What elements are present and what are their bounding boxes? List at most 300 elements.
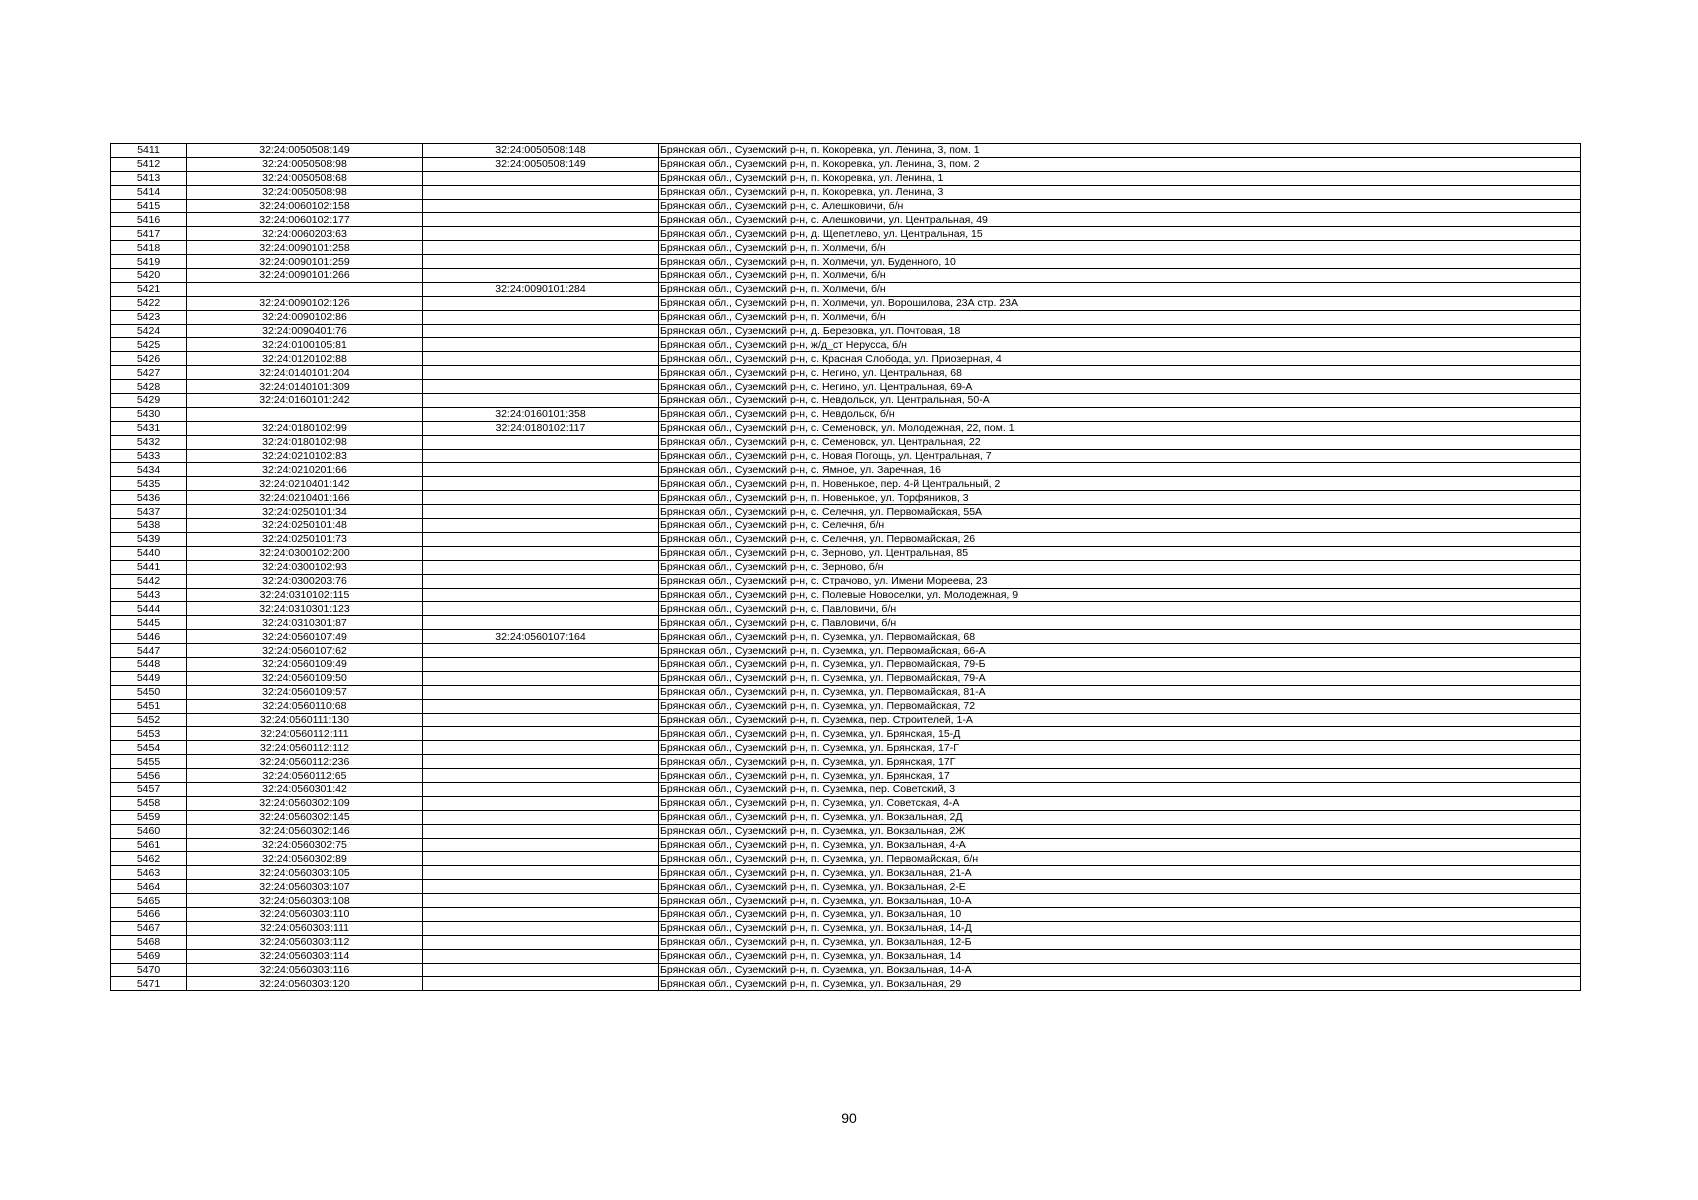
cadastral-number-cell: 32:24:0560112:236 <box>187 755 423 769</box>
parent-cadastral-cell <box>423 796 659 810</box>
address-cell: Брянская обл., Суземский р-н, п. Кокоревка, ул. Ленина, 3 <box>659 185 1581 199</box>
cadastral-number-cell: 32:24:0560302:145 <box>187 810 423 824</box>
address-cell: Брянская обл., Суземский р-н, п. Холмечи, ул. Ворошилова, 23А стр. 23А <box>659 296 1581 310</box>
cadastral-number-cell: 32:24:0560302:146 <box>187 824 423 838</box>
table-row <box>111 505 1581 519</box>
table-row <box>111 949 1581 963</box>
row-number-cell: 5453 <box>111 727 187 741</box>
table-row <box>111 574 1581 588</box>
cadastral-number-cell: 32:24:0560109:49 <box>187 657 423 671</box>
table-row <box>111 394 1581 408</box>
cadastral-number-cell: 32:24:0560302:75 <box>187 838 423 852</box>
parent-cadastral-cell <box>423 269 659 283</box>
table-row <box>111 296 1581 310</box>
cadastral-number-cell: 32:24:0060102:177 <box>187 213 423 227</box>
address-cell: Брянская обл., Суземский р-н, ж/д_ст Неруссa, б/н <box>659 338 1581 352</box>
table-row <box>111 741 1581 755</box>
table-row <box>111 491 1581 505</box>
table-row <box>111 171 1581 185</box>
address-cell: Брянская обл., Суземский р-н, с. Алешковичи, б/н <box>659 199 1581 213</box>
address-cell: Брянская обл., Суземский р-н, п. Суземка, ул. Вокзальная, 4-А <box>659 838 1581 852</box>
parent-cadastral-cell: 32:24:0560107:164 <box>423 630 659 644</box>
table-row <box>111 588 1581 602</box>
parent-cadastral-cell <box>423 713 659 727</box>
address-cell: Брянская обл., Суземский р-н, п. Суземка, ул. Вокзальная, 2-Е <box>659 880 1581 894</box>
address-cell: Брянская обл., Суземский р-н, с. Невдольск, б/н <box>659 407 1581 421</box>
cadastral-number-cell: 32:24:0250101:48 <box>187 519 423 533</box>
parent-cadastral-cell <box>423 769 659 783</box>
cadastral-number-cell: 32:24:0100105:81 <box>187 338 423 352</box>
parent-cadastral-cell <box>423 505 659 519</box>
row-number-cell: 5432 <box>111 435 187 449</box>
table-row <box>111 269 1581 283</box>
cadastral-number-cell: 32:24:0560303:114 <box>187 949 423 963</box>
row-number-cell: 5462 <box>111 852 187 866</box>
table-row <box>111 602 1581 616</box>
parent-cadastral-cell <box>423 532 659 546</box>
parent-cadastral-cell <box>423 894 659 908</box>
cadastral-number-cell: 32:24:0210201:66 <box>187 463 423 477</box>
row-number-cell: 5436 <box>111 491 187 505</box>
parent-cadastral-cell <box>423 560 659 574</box>
parent-cadastral-cell <box>423 644 659 658</box>
table-row <box>111 352 1581 366</box>
cadastral-number-cell: 32:24:0560303:105 <box>187 866 423 880</box>
cadastral-number-cell: 32:24:0050508:98 <box>187 185 423 199</box>
address-cell: Брянская обл., Суземский р-н, п. Суземка, ул. Первомайская, 66-А <box>659 644 1581 658</box>
row-number-cell: 5470 <box>111 963 187 977</box>
row-number-cell: 5442 <box>111 574 187 588</box>
address-cell: Брянская обл., Суземский р-н, п. Холмечи, б/н <box>659 310 1581 324</box>
row-number-cell: 5430 <box>111 407 187 421</box>
table-body <box>111 144 1581 991</box>
address-cell: Брянская обл., Суземский р-н, с. Зерново, ул. Центральная, 85 <box>659 546 1581 560</box>
table-row <box>111 519 1581 533</box>
row-number-cell: 5452 <box>111 713 187 727</box>
row-number-cell: 5418 <box>111 241 187 255</box>
row-number-cell: 5449 <box>111 671 187 685</box>
parent-cadastral-cell <box>423 727 659 741</box>
address-cell: Брянская обл., Суземский р-н, с. Семеновск, ул. Молодежная, 22, пом. 1 <box>659 421 1581 435</box>
row-number-cell: 5457 <box>111 782 187 796</box>
table-row <box>111 477 1581 491</box>
parent-cadastral-cell <box>423 394 659 408</box>
address-cell: Брянская обл., Суземский р-н, с. Павловичи, б/н <box>659 616 1581 630</box>
cadastral-number-cell: 32:24:0050508:68 <box>187 171 423 185</box>
cadastral-number-cell: 32:24:0250101:73 <box>187 532 423 546</box>
row-number-cell: 5417 <box>111 227 187 241</box>
address-cell: Брянская обл., Суземский р-н, с. Полевые Новоселки, ул. Молодежная, 9 <box>659 588 1581 602</box>
parent-cadastral-cell <box>423 935 659 949</box>
parent-cadastral-cell: 32:24:0050508:149 <box>423 157 659 171</box>
table-row <box>111 810 1581 824</box>
address-cell: Брянская обл., Суземский р-н, п. Суземка, ул. Первомайская, 68 <box>659 630 1581 644</box>
address-cell: Брянская обл., Суземский р-н, д. Щепетлево, ул. Центральная, 15 <box>659 227 1581 241</box>
row-number-cell: 5446 <box>111 630 187 644</box>
cadastral-number-cell: 32:24:0060203:63 <box>187 227 423 241</box>
address-cell: Брянская обл., Суземский р-н, с. Семеновск, ул. Центральная, 22 <box>659 435 1581 449</box>
parent-cadastral-cell <box>423 477 659 491</box>
table-row <box>111 449 1581 463</box>
table-row <box>111 699 1581 713</box>
table-row <box>111 421 1581 435</box>
row-number-cell: 5437 <box>111 505 187 519</box>
table-row <box>111 213 1581 227</box>
cadastral-number-cell: 32:24:0560110:68 <box>187 699 423 713</box>
row-number-cell: 5456 <box>111 769 187 783</box>
parent-cadastral-cell <box>423 310 659 324</box>
parent-cadastral-cell <box>423 519 659 533</box>
table-row <box>111 407 1581 421</box>
row-number-cell: 5439 <box>111 532 187 546</box>
row-number-cell: 5455 <box>111 755 187 769</box>
table-row <box>111 824 1581 838</box>
table-row <box>111 671 1581 685</box>
address-cell: Брянская обл., Суземский р-н, п. Суземка, ул. Вокзальная, 14 <box>659 949 1581 963</box>
address-cell: Брянская обл., Суземский р-н, п. Кокоревка, ул. Ленина, 3, пом. 1 <box>659 144 1581 158</box>
row-number-cell: 5429 <box>111 394 187 408</box>
cadastral-number-cell: 32:24:0560303:108 <box>187 894 423 908</box>
row-number-cell: 5469 <box>111 949 187 963</box>
address-cell: Брянская обл., Суземский р-н, п. Суземка, ул. Вокзальная, 29 <box>659 977 1581 991</box>
address-cell: Брянская обл., Суземский р-н, п. Суземка, ул. Вокзальная, 2Ж <box>659 824 1581 838</box>
cadastral-number-cell: 32:24:0560107:49 <box>187 630 423 644</box>
table-row <box>111 866 1581 880</box>
parent-cadastral-cell <box>423 185 659 199</box>
table-row <box>111 796 1581 810</box>
address-cell: Брянская обл., Суземский р-н, п. Суземка, ул. Вокзальная, 10 <box>659 907 1581 921</box>
address-cell: Брянская обл., Суземский р-н, п. Холмечи, б/н <box>659 241 1581 255</box>
table-row <box>111 435 1581 449</box>
cadastral-number-cell: 32:24:0160101:242 <box>187 394 423 408</box>
address-cell: Брянская обл., Суземский р-н, п. Суземка, пер. Строителей, 1-А <box>659 713 1581 727</box>
row-number-cell: 5440 <box>111 546 187 560</box>
table-row <box>111 338 1581 352</box>
cadastral-number-cell: 32:24:0560303:112 <box>187 935 423 949</box>
row-number-cell: 5461 <box>111 838 187 852</box>
address-cell: Брянская обл., Суземский р-н, с. Негино, ул. Центральная, 69-А <box>659 380 1581 394</box>
cadastral-number-cell: 32:24:0560107:62 <box>187 644 423 658</box>
cadastral-number-cell: 32:24:0560303:111 <box>187 921 423 935</box>
cadastral-number-cell: 32:24:0560301:42 <box>187 782 423 796</box>
address-cell: Брянская обл., Суземский р-н, п. Суземка, ул. Брянская, 17-Г <box>659 741 1581 755</box>
table-row <box>111 310 1581 324</box>
parent-cadastral-cell <box>423 213 659 227</box>
parent-cadastral-cell <box>423 921 659 935</box>
parent-cadastral-cell: 32:24:0050508:148 <box>423 144 659 158</box>
cadastral-number-cell: 32:24:0180102:98 <box>187 435 423 449</box>
table-row <box>111 838 1581 852</box>
row-number-cell: 5454 <box>111 741 187 755</box>
address-cell: Брянская обл., Суземский р-н, п. Суземка, ул. Вокзальная, 10-А <box>659 894 1581 908</box>
row-number-cell: 5414 <box>111 185 187 199</box>
address-cell: Брянская обл., Суземский р-н, п. Суземка, ул. Брянская, 15-Д <box>659 727 1581 741</box>
row-number-cell: 5466 <box>111 907 187 921</box>
cadastral-number-cell: 32:24:0560302:89 <box>187 852 423 866</box>
address-cell: Брянская обл., Суземский р-н, п. Кокоревка, ул. Ленина, 3, пом. 2 <box>659 157 1581 171</box>
address-cell: Брянская обл., Суземский р-н, п. Суземка, ул. Первомайская, 81-А <box>659 685 1581 699</box>
row-number-cell: 5464 <box>111 880 187 894</box>
table-row <box>111 657 1581 671</box>
address-cell: Брянская обл., Суземский р-н, п. Суземка, ул. Первомайская, б/н <box>659 852 1581 866</box>
parent-cadastral-cell <box>423 574 659 588</box>
row-number-cell: 5413 <box>111 171 187 185</box>
address-cell: Брянская обл., Суземский р-н, п. Холмечи, ул. Буденного, 10 <box>659 255 1581 269</box>
table-row <box>111 255 1581 269</box>
row-number-cell: 5435 <box>111 477 187 491</box>
parent-cadastral-cell <box>423 755 659 769</box>
row-number-cell: 5431 <box>111 421 187 435</box>
cadastral-number-cell: 32:24:0300102:200 <box>187 546 423 560</box>
table-row <box>111 144 1581 158</box>
parent-cadastral-cell <box>423 852 659 866</box>
table-row <box>111 616 1581 630</box>
parent-cadastral-cell <box>423 296 659 310</box>
row-number-cell: 5425 <box>111 338 187 352</box>
row-number-cell: 5450 <box>111 685 187 699</box>
row-number-cell: 5447 <box>111 644 187 658</box>
table-row <box>111 380 1581 394</box>
property-table <box>110 143 1581 991</box>
table-row <box>111 630 1581 644</box>
table-row <box>111 755 1581 769</box>
cadastral-number-cell: 32:24:0560112:65 <box>187 769 423 783</box>
table-row <box>111 782 1581 796</box>
row-number-cell: 5421 <box>111 282 187 296</box>
address-cell: Брянская обл., Суземский р-н, с. Красная Слобода, ул. Приозерная, 4 <box>659 352 1581 366</box>
table-row <box>111 366 1581 380</box>
table-row <box>111 185 1581 199</box>
row-number-cell: 5422 <box>111 296 187 310</box>
row-number-cell: 5465 <box>111 894 187 908</box>
cadastral-number-cell: 32:24:0210401:166 <box>187 491 423 505</box>
table-row <box>111 852 1581 866</box>
parent-cadastral-cell <box>423 546 659 560</box>
cadastral-number-cell: 32:24:0090101:266 <box>187 269 423 283</box>
address-cell: Брянская обл., Суземский р-н, п. Суземка, ул. Первомайская, 72 <box>659 699 1581 713</box>
row-number-cell: 5443 <box>111 588 187 602</box>
cadastral-number-cell: 32:24:0310301:123 <box>187 602 423 616</box>
table-row <box>111 227 1581 241</box>
address-cell: Брянская обл., Суземский р-н, п. Суземка, ул. Вокзальная, 14-Д <box>659 921 1581 935</box>
cadastral-number-cell: 32:24:0050508:98 <box>187 157 423 171</box>
row-number-cell: 5459 <box>111 810 187 824</box>
cadastral-number-cell: 32:24:0300203:76 <box>187 574 423 588</box>
address-cell: Брянская обл., Суземский р-н, п. Новенькое, пер. 4-й Центральный, 2 <box>659 477 1581 491</box>
cadastral-number-cell: 32:24:0090101:258 <box>187 241 423 255</box>
cadastral-number-cell: 32:24:0140101:309 <box>187 380 423 394</box>
address-cell: Брянская обл., Суземский р-н, п. Кокоревка, ул. Ленина, 1 <box>659 171 1581 185</box>
cadastral-number-cell: 32:24:0560303:120 <box>187 977 423 991</box>
parent-cadastral-cell <box>423 741 659 755</box>
cadastral-number-cell: 32:24:0310301:87 <box>187 616 423 630</box>
cadastral-number-cell: 32:24:0300102:93 <box>187 560 423 574</box>
address-cell: Брянская обл., Суземский р-н, п. Холмечи, б/н <box>659 269 1581 283</box>
cadastral-number-cell: 32:24:0140101:204 <box>187 366 423 380</box>
table-row <box>111 769 1581 783</box>
cadastral-number-cell <box>187 282 423 296</box>
parent-cadastral-cell <box>423 671 659 685</box>
parent-cadastral-cell <box>423 977 659 991</box>
cadastral-number-cell: 32:24:0210102:83 <box>187 449 423 463</box>
row-number-cell: 5441 <box>111 560 187 574</box>
table-row <box>111 685 1581 699</box>
address-cell: Брянская обл., Суземский р-н, п. Суземка, пер. Советский, 3 <box>659 782 1581 796</box>
address-cell: Брянская обл., Суземский р-н, п. Суземка, ул. Вокзальная, 12-Б <box>659 935 1581 949</box>
table-row <box>111 324 1581 338</box>
row-number-cell: 5423 <box>111 310 187 324</box>
parent-cadastral-cell <box>423 699 659 713</box>
parent-cadastral-cell <box>423 810 659 824</box>
parent-cadastral-cell: 32:24:0090101:284 <box>423 282 659 296</box>
parent-cadastral-cell <box>423 241 659 255</box>
cadastral-number-cell: 32:24:0060102:158 <box>187 199 423 213</box>
address-cell: Брянская обл., Суземский р-н, п. Суземка, ул. Вокзальная, 21-А <box>659 866 1581 880</box>
parent-cadastral-cell <box>423 171 659 185</box>
address-cell: Брянская обл., Суземский р-н, п. Суземка, ул. Советская, 4-А <box>659 796 1581 810</box>
address-cell: Брянская обл., Суземский р-н, п. Суземка, ул. Вокзальная, 2Д <box>659 810 1581 824</box>
cadastral-number-cell: 32:24:0560109:50 <box>187 671 423 685</box>
parent-cadastral-cell <box>423 880 659 894</box>
cadastral-number-cell: 32:24:0120102:88 <box>187 352 423 366</box>
row-number-cell: 5424 <box>111 324 187 338</box>
parent-cadastral-cell: 32:24:0180102:117 <box>423 421 659 435</box>
cadastral-number-cell: 32:24:0090401:76 <box>187 324 423 338</box>
row-number-cell: 5468 <box>111 935 187 949</box>
address-cell: Брянская обл., Суземский р-н, с. Селечня, б/н <box>659 519 1581 533</box>
cadastral-number-cell: 32:24:0050508:149 <box>187 144 423 158</box>
cadastral-number-cell: 32:24:0310102:115 <box>187 588 423 602</box>
table-row <box>111 963 1581 977</box>
table-row <box>111 241 1581 255</box>
row-number-cell: 5463 <box>111 866 187 880</box>
address-cell: Брянская обл., Суземский р-н, с. Зерново, б/н <box>659 560 1581 574</box>
cadastral-number-cell: 32:24:0560112:111 <box>187 727 423 741</box>
row-number-cell: 5412 <box>111 157 187 171</box>
cadastral-number-cell: 32:24:0560109:57 <box>187 685 423 699</box>
parent-cadastral-cell <box>423 435 659 449</box>
address-cell: Брянская обл., Суземский р-н, с. Страчово, ул. Имени Мореева, 23 <box>659 574 1581 588</box>
address-cell: Брянская обл., Суземский р-н, п. Суземка, ул. Брянская, 17Г <box>659 755 1581 769</box>
table-row <box>111 546 1581 560</box>
address-cell: Брянская обл., Суземский р-н, п. Новенькое, ул. Торфяников, 3 <box>659 491 1581 505</box>
table-row <box>111 282 1581 296</box>
table-row <box>111 880 1581 894</box>
cadastral-number-cell: 32:24:0090102:86 <box>187 310 423 324</box>
row-number-cell: 5434 <box>111 463 187 477</box>
parent-cadastral-cell <box>423 227 659 241</box>
row-number-cell: 5445 <box>111 616 187 630</box>
cadastral-number-cell: 32:24:0090101:259 <box>187 255 423 269</box>
row-number-cell: 5448 <box>111 657 187 671</box>
cadastral-number-cell: 32:24:0560111:130 <box>187 713 423 727</box>
cadastral-number-cell: 32:24:0210401:142 <box>187 477 423 491</box>
parent-cadastral-cell <box>423 366 659 380</box>
table-row <box>111 199 1581 213</box>
address-cell: Брянская обл., Суземский р-н, п. Суземка, ул. Первомайская, 79-А <box>659 671 1581 685</box>
parent-cadastral-cell <box>423 963 659 977</box>
parent-cadastral-cell <box>423 352 659 366</box>
row-number-cell: 5438 <box>111 519 187 533</box>
row-number-cell: 5420 <box>111 269 187 283</box>
parent-cadastral-cell <box>423 838 659 852</box>
table-row <box>111 907 1581 921</box>
parent-cadastral-cell <box>423 324 659 338</box>
row-number-cell: 5471 <box>111 977 187 991</box>
parent-cadastral-cell <box>423 602 659 616</box>
address-cell: Брянская обл., Суземский р-н, с. Новая Погощь, ул. Центральная, 7 <box>659 449 1581 463</box>
parent-cadastral-cell <box>423 255 659 269</box>
table-row <box>111 977 1581 991</box>
address-cell: Брянская обл., Суземский р-н, с. Негино, ул. Центральная, 68 <box>659 366 1581 380</box>
address-cell: Брянская обл., Суземский р-н, п. Суземка, ул. Брянская, 17 <box>659 769 1581 783</box>
parent-cadastral-cell <box>423 657 659 671</box>
parent-cadastral-cell <box>423 907 659 921</box>
table-row <box>111 921 1581 935</box>
parent-cadastral-cell <box>423 588 659 602</box>
parent-cadastral-cell <box>423 616 659 630</box>
parent-cadastral-cell <box>423 199 659 213</box>
table-row <box>111 463 1581 477</box>
row-number-cell: 5426 <box>111 352 187 366</box>
table-row <box>111 894 1581 908</box>
parent-cadastral-cell <box>423 949 659 963</box>
address-cell: Брянская обл., Суземский р-н, с. Алешковичи, ул. Центральная, 49 <box>659 213 1581 227</box>
parent-cadastral-cell: 32:24:0160101:358 <box>423 407 659 421</box>
cadastral-number-cell: 32:24:0560303:116 <box>187 963 423 977</box>
row-number-cell: 5428 <box>111 380 187 394</box>
table-row <box>111 532 1581 546</box>
address-cell: Брянская обл., Суземский р-н, с. Селечня, ул. Первомайская, 26 <box>659 532 1581 546</box>
cadastral-number-cell: 32:24:0560302:109 <box>187 796 423 810</box>
parent-cadastral-cell <box>423 449 659 463</box>
row-number-cell: 5467 <box>111 921 187 935</box>
page-number: 90 <box>841 1110 857 1126</box>
parent-cadastral-cell <box>423 463 659 477</box>
cadastral-number-cell <box>187 407 423 421</box>
parent-cadastral-cell <box>423 866 659 880</box>
table-row <box>111 727 1581 741</box>
parent-cadastral-cell <box>423 380 659 394</box>
row-number-cell: 5416 <box>111 213 187 227</box>
row-number-cell: 5419 <box>111 255 187 269</box>
cadastral-number-cell: 32:24:0250101:34 <box>187 505 423 519</box>
table-row <box>111 157 1581 171</box>
parent-cadastral-cell <box>423 491 659 505</box>
parent-cadastral-cell <box>423 824 659 838</box>
row-number-cell: 5460 <box>111 824 187 838</box>
row-number-cell: 5451 <box>111 699 187 713</box>
row-number-cell: 5444 <box>111 602 187 616</box>
row-number-cell: 5433 <box>111 449 187 463</box>
row-number-cell: 5415 <box>111 199 187 213</box>
cadastral-number-cell: 32:24:0090102:126 <box>187 296 423 310</box>
table-row <box>111 713 1581 727</box>
cadastral-number-cell: 32:24:0560112:112 <box>187 741 423 755</box>
address-cell: Брянская обл., Суземский р-н, с. Ямное, ул. Заречная, 16 <box>659 463 1581 477</box>
row-number-cell: 5427 <box>111 366 187 380</box>
table-row <box>111 935 1581 949</box>
parent-cadastral-cell <box>423 685 659 699</box>
cadastral-number-cell: 32:24:0560303:110 <box>187 907 423 921</box>
row-number-cell: 5458 <box>111 796 187 810</box>
address-cell: Брянская обл., Суземский р-н, п. Суземка, ул. Первомайская, 79-Б <box>659 657 1581 671</box>
address-cell: Брянская обл., Суземский р-н, п. Суземка, ул. Вокзальная, 14-А <box>659 963 1581 977</box>
row-number-cell: 5411 <box>111 144 187 158</box>
address-cell: Брянская обл., Суземский р-н, д. Березовка, ул. Почтовая, 18 <box>659 324 1581 338</box>
cadastral-number-cell: 32:24:0180102:99 <box>187 421 423 435</box>
parent-cadastral-cell <box>423 338 659 352</box>
